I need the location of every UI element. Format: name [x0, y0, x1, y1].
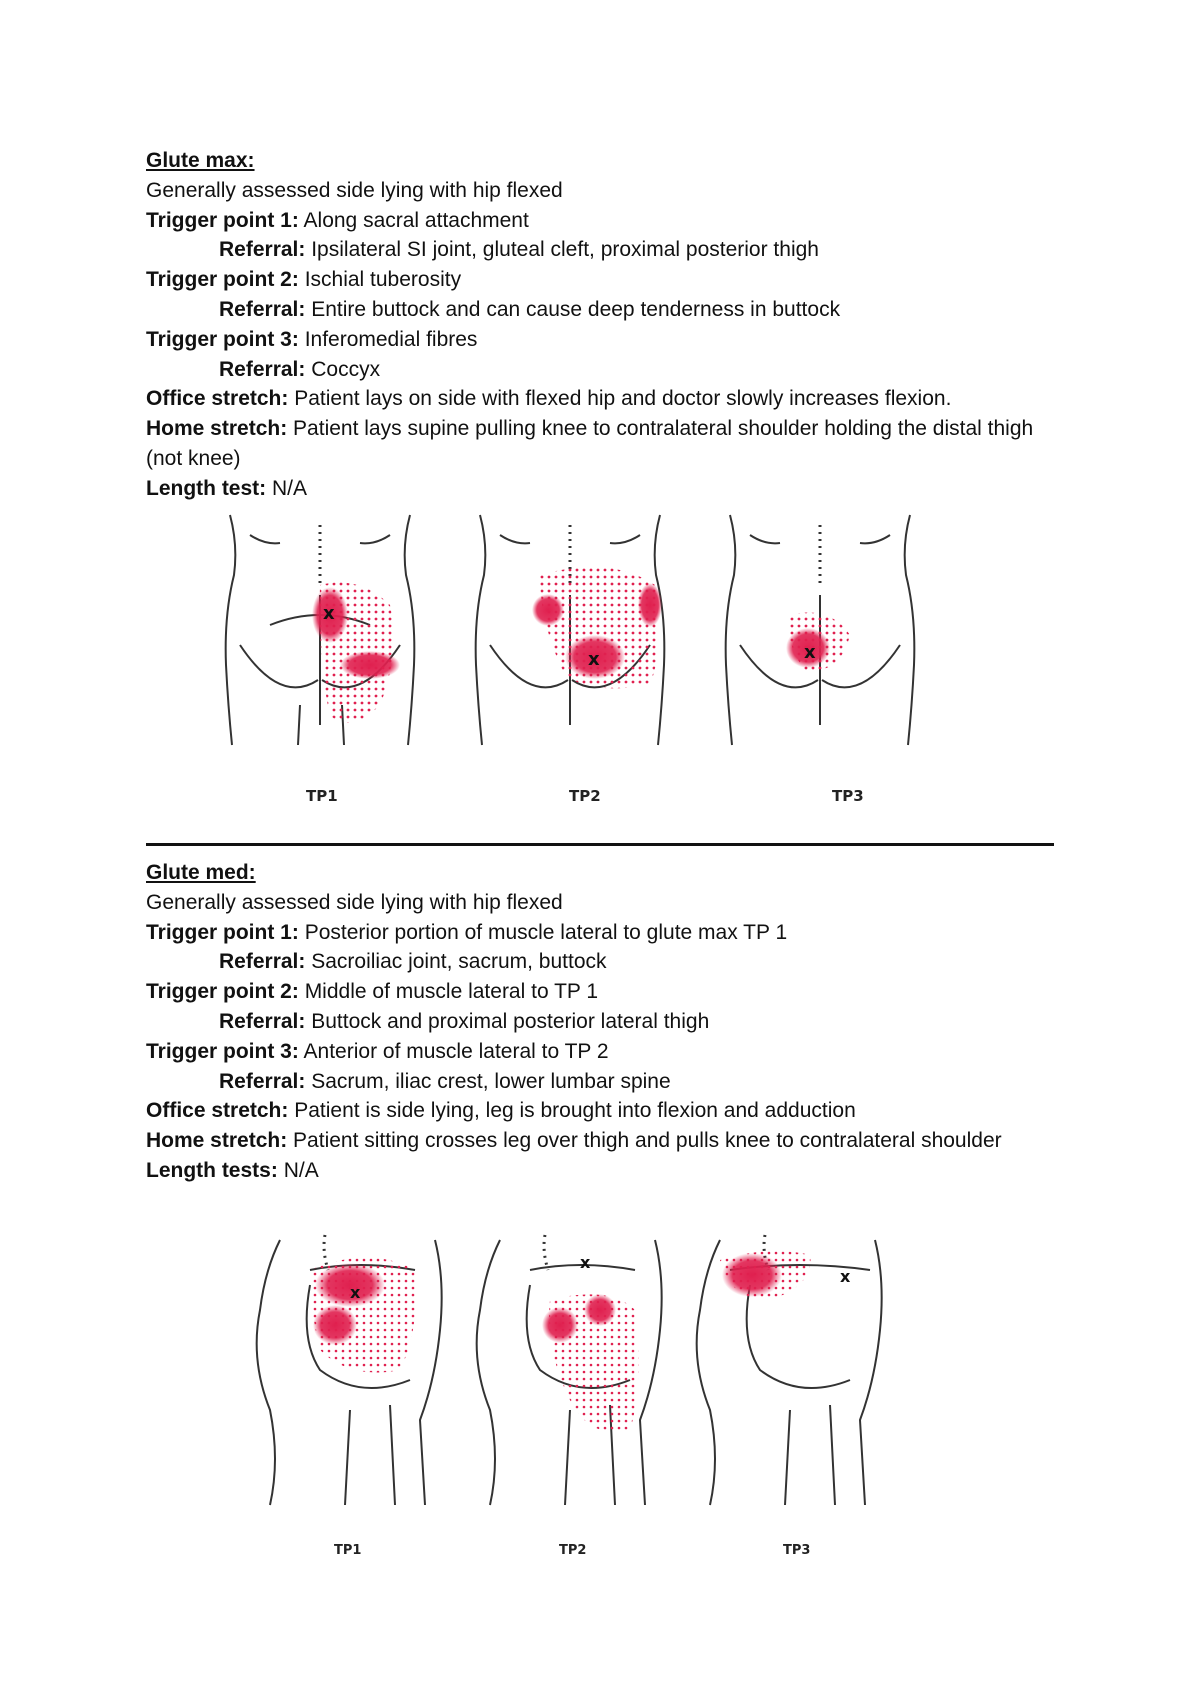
glute-med-tp2-diagram: [477, 1235, 662, 1505]
glute-max-office-stretch: Office stretch: Patient lays on side with flexed hip and doctor slowly increases flexion.: [146, 387, 952, 411]
glute-max-label-tp2: TP2: [569, 787, 601, 805]
glute-med-label-tp2: TP2: [559, 1543, 587, 1558]
glute-med-length-test: Length tests: N/A: [146, 1158, 319, 1182]
glute-max-label-tp1: TP1: [306, 787, 338, 805]
glute-med-tp3: Trigger point 3: Anterior of muscle lateral to TP 2: [146, 1039, 609, 1063]
glute-max-home-stretch: Home stretch: Patient lays supine pulling knee to contralateral shoulder holding the distal thigh (not knee): [146, 417, 1034, 470]
glute-med-tp3-marker: x: [840, 1267, 851, 1286]
glute-med-tp3-diagram: [697, 1235, 882, 1505]
glute-max-section: [146, 146, 1066, 504]
glute-med-tp2: Trigger point 2: Middle of muscle lateral to TP 1: [146, 980, 599, 1004]
glute-med-tp2-referral: Referral: Buttock and proximal posterior lateral thigh: [219, 1009, 710, 1033]
glute-med-tp2-marker: x: [580, 1253, 591, 1272]
glute-max-tp3-referral: Referral: Coccyx: [219, 357, 381, 381]
glute-med-tp1-marker: x: [350, 1283, 361, 1302]
glute-max-tp3-marker: x: [804, 642, 816, 663]
glute-max-tp1: Trigger point 1: Along sacral attachment: [146, 208, 529, 232]
glute-med-office-stretch: Office stretch: Patient is side lying, leg is brought into flexion and adduction: [146, 1099, 856, 1123]
glute-max-tp2: Trigger point 2: Ischial tuberosity: [146, 268, 462, 292]
glute-max-tp2-marker: x: [588, 649, 600, 670]
glute-med-heading: Glute med:: [146, 861, 256, 884]
glute-max-heading: Glute max:: [146, 149, 255, 172]
glute-med-section: [146, 858, 1066, 1186]
glute-med-label-tp1: TP1: [334, 1543, 362, 1558]
glute-med-label-tp3: TP3: [783, 1543, 811, 1558]
glute-med-tp1: Trigger point 1: Posterior portion of muscle lateral to glute max TP 1: [146, 920, 788, 944]
glute-max-label-tp3: TP3: [832, 787, 864, 805]
glute-max-tp3: Trigger point 3: Inferomedial fibres: [146, 327, 478, 351]
glute-max-tp1-referral-zone: [312, 583, 400, 724]
glute-max-length-test: Length test: N/A: [146, 476, 308, 500]
glute-max-tp1-marker: x: [323, 603, 335, 624]
glute-max-tp2-referral: Referral: Entire buttock and can cause deep tenderness in buttock: [219, 297, 841, 321]
glute-med-home-stretch: Home stretch: Patient sitting crosses leg over thigh and pulls knee to contralateral shoulder: [146, 1129, 1002, 1153]
glute-max-intro: Generally assessed side lying with hip flexed: [146, 178, 563, 202]
section-divider: [146, 843, 1054, 846]
glute-med-tp1-diagram: [257, 1235, 442, 1505]
glute-max-tp1-referral: Referral: Ipsilateral SI joint, gluteal cleft, proximal posterior thigh: [219, 238, 819, 262]
glute-med-figure: [250, 1230, 910, 1510]
glute-max-tp2-diagram: [476, 515, 665, 745]
glute-max-tp3-diagram: [726, 515, 915, 745]
glute-med-tp3-referral: Referral: Sacrum, iliac crest, lower lumbar spine: [219, 1069, 671, 1093]
glute-med-tp1-referral: Referral: Sacroiliac joint, sacrum, buttock: [219, 950, 607, 974]
glute-med-intro: Generally assessed side lying with hip flexed: [146, 890, 563, 914]
glute-max-figure: [220, 505, 950, 750]
